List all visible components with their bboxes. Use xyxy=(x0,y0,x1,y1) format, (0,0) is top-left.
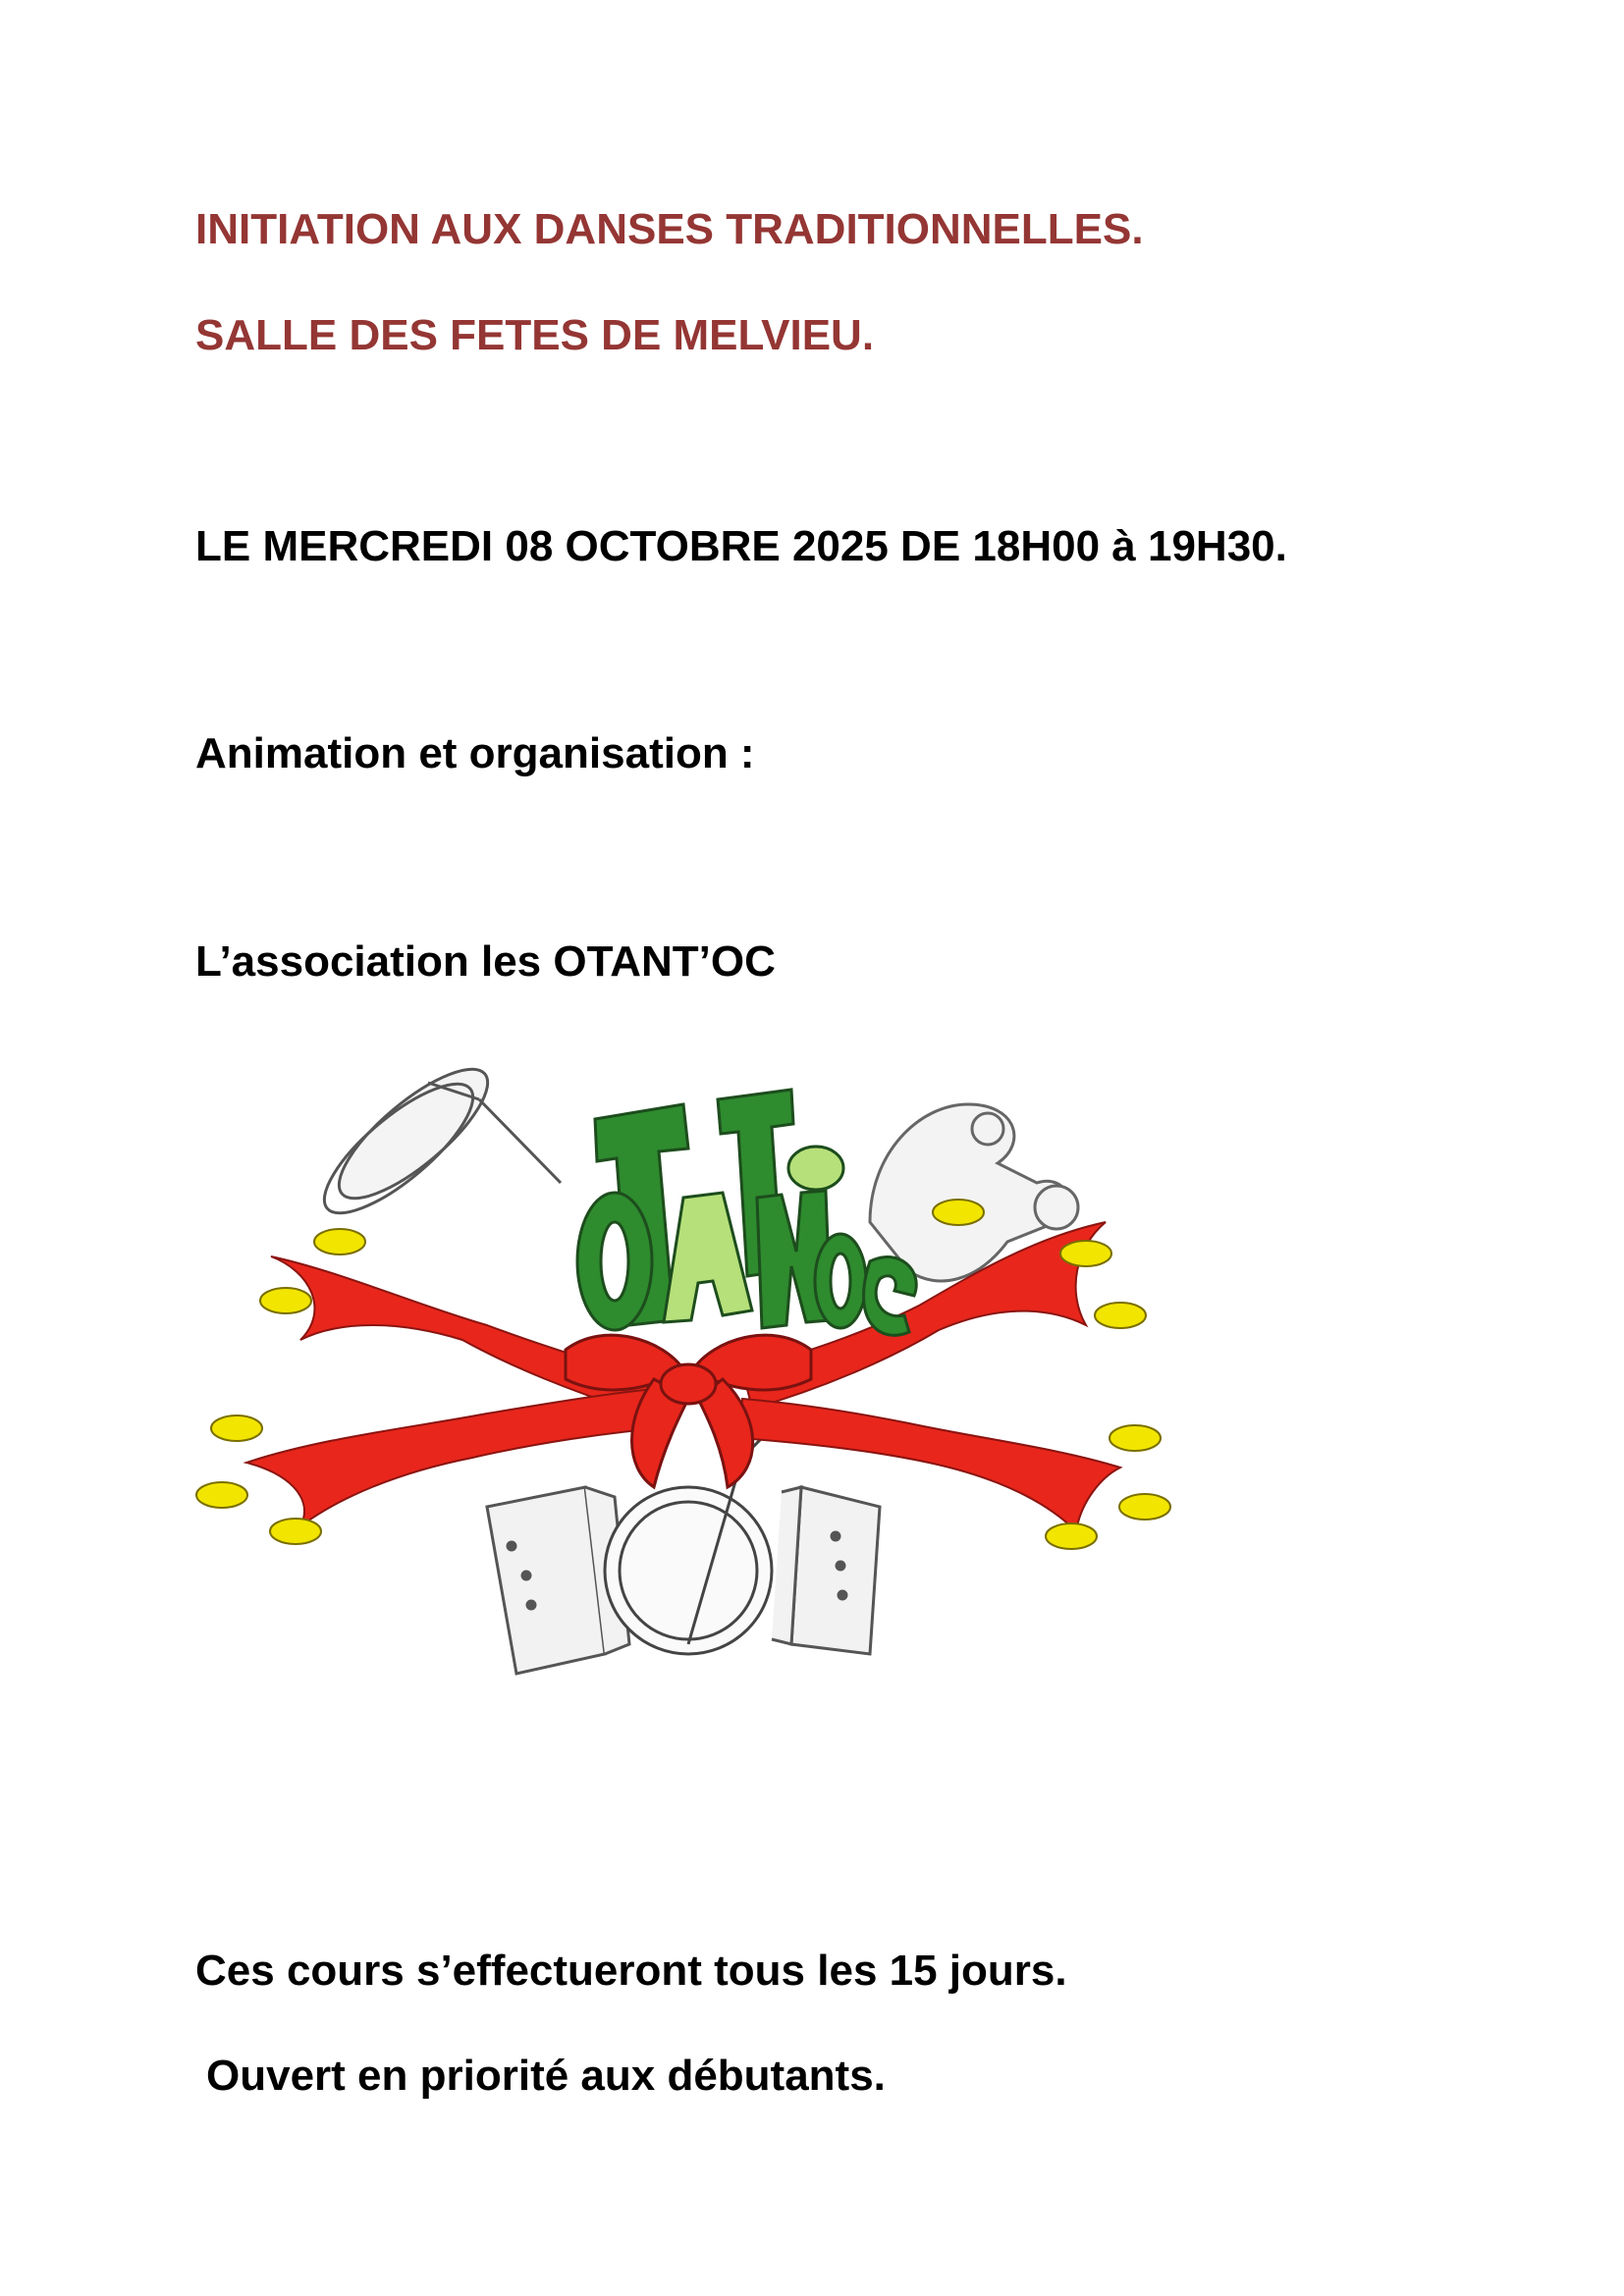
event-venue: SALLE DES FETES DE MELVIEU. xyxy=(195,311,875,359)
animation-label: Animation et organisation : xyxy=(195,729,755,777)
otantoc-logo xyxy=(192,1026,1184,1703)
cymbal-drawing xyxy=(307,1049,561,1232)
course-frequency: Ces cours s’effectueront tous les 15 jours. xyxy=(195,1947,1067,1995)
event-date: LE MERCREDI 08 OCTOBRE 2025 DE 18H00 à 19H30. xyxy=(195,522,1287,570)
course-audience: Ouvert en priorité aux débutants. xyxy=(206,2052,886,2100)
event-title: INITIATION AUX DANSES TRADITIONNELLES. xyxy=(195,205,1144,253)
otantoc-lettering xyxy=(577,1090,916,1335)
association-name: L’association les OTANT’OC xyxy=(195,937,776,986)
